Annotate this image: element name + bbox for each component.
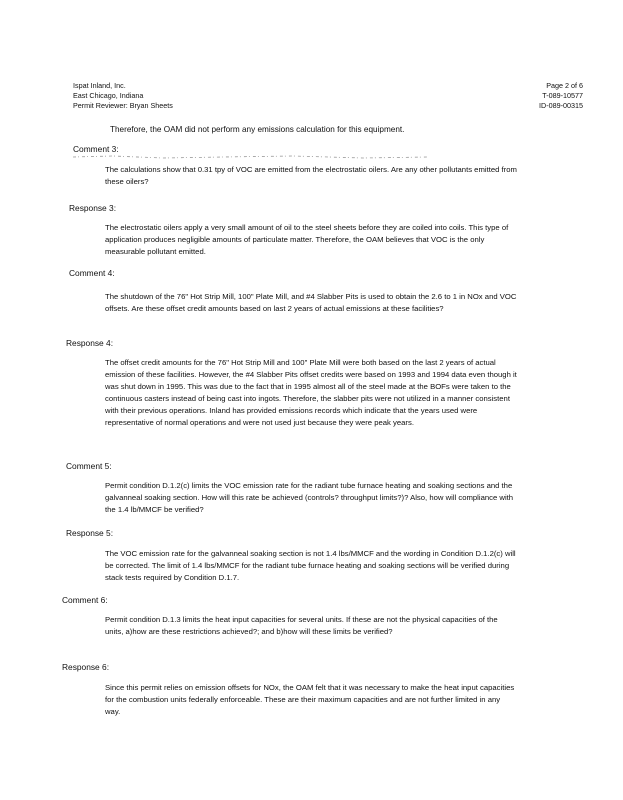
response-6-label: Response 6: (62, 662, 110, 672)
comment-3-text: The calculations show that 0.31 tpy of VOC are emitted from the electrostatic oilers. Are any other pollutants emitted from these oilers? (105, 165, 517, 186)
response-5-text: The VOC emission rate for the galvanneal soaking section is not 1.4 lbs/MMCF and the wording in Condition D.1.2(c) will be corrected. The limit of 1.4 lbs/MMCF for the radiant tube furnace heating and soaking sections will be verified during stack tests required by Condition D.1.7. (105, 549, 516, 582)
header-location: East Chicago, Indiana (73, 91, 144, 100)
comment-4-text: The shutdown of the 76" Hot Strip Mill, 100" Plate Mill, and #4 Slabber Pits is used to obtain the 2.6 to 1 in NOx and VOC offsets. Are these offset credit amounts based on last 2 years of actual emissions at these facilities? (105, 292, 517, 313)
comment-6-text: Permit condition D.1.3 limits the heat input capacities for several units. If these are not the physical capacities of the units, a)how are these restrictions achieved?; and b)how will these limits be verified? (105, 615, 498, 636)
scan-artifact-line (73, 155, 428, 159)
header-right (539, 81, 583, 111)
header-reviewer: Permit Reviewer: Bryan Sheets (73, 101, 173, 110)
response-3-text: The electrostatic oilers apply a very small amount of oil to the steel sheets before they are coiled into coils. This type of application produces negligible amounts of particulate matter. Therefore, the OAM believes that VOC is the only measurable pollutant emitted. (105, 223, 509, 256)
response-6-text: Since this permit relies on emission offsets for NOx, the OAM felt that it was necessary to make the heat input capacities for the combustion units federally enforceable. These are their maximum capacities and are not further limited in any way. (105, 683, 515, 716)
header-page-number: Page 2 of 6 (546, 81, 583, 90)
intro-text: Therefore, the OAM did not perform any emissions calculation for this equipment. (110, 125, 405, 134)
comment-5-text: Permit condition D.1.2(c) limits the VOC emission rate for the radiant tube furnace heating and soaking sections and the galvanneal soaking section. How will this rate be achieved (controls? throughput limits?)? Also, how will compliance with the 1.4 lb/MMCF be verified? (105, 481, 514, 514)
comment-5-label: Comment 5: (66, 461, 112, 471)
comment-6-label: Comment 6: (62, 595, 108, 605)
header-permit-number: T-089-10577 (542, 91, 583, 100)
response-4-label: Response 4: (66, 338, 114, 348)
header-company: Ispat Inland, Inc. (73, 81, 126, 90)
response-3-label: Response 3: (69, 203, 117, 213)
comment-3-label: Comment 3: (73, 144, 119, 154)
response-5-label: Response 5: (66, 528, 114, 538)
header-id-number: ID-089-00315 (539, 101, 583, 110)
header-left (73, 81, 173, 111)
response-4-text: The offset credit amounts for the 76" Hot Strip Mill and 100" Plate Mill were both based on the last 2 years of actual emission of these facilities. However, the #4 Slabber Pits offset credits were based on 1993 and 1994 data even though it was shut down in 1995. This was due to the fact that in 1995 almost all of the steel made at the BOFs were taken to the continuous casters instead of being cast into ingots. Therefore, the slabber pits were not utilized in a manner consistent with their previous operations. Inland has provided emissions records which indicate that the years used were representative of normal operations and were not used just because they were peak years. (105, 358, 517, 427)
comment-4-label: Comment 4: (69, 268, 115, 278)
